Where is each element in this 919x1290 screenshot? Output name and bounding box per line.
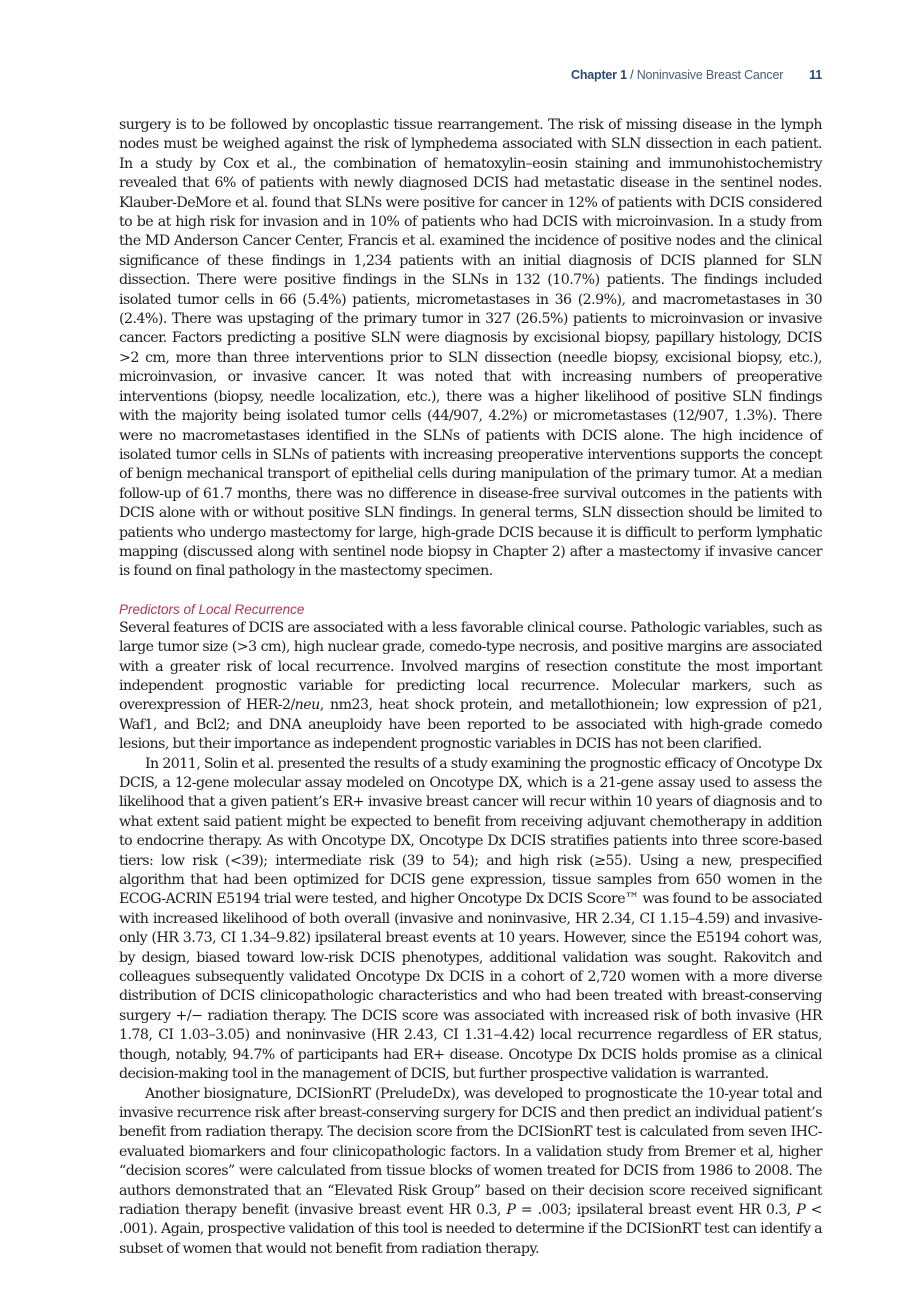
- neu-italic: neu: [294, 697, 320, 714]
- p-value-symbol: P: [506, 1201, 516, 1218]
- p-value-symbol: P: [796, 1201, 806, 1218]
- paragraph-4-text-end: < .001). Again, prospective validation of this tool is needed to determine if the DCISionRT test can identify a subset of women that would not benefit from radiation therapy.: [119, 1201, 823, 1257]
- body-paragraph-4: [119, 1085, 822, 1260]
- paragraph-4-text-start: Another biosignature, DCISionRT (PreludeDx), was developed to prognosticate the 10-year total and invasive recurrence risk after breast-conserving surgery for DCIS and then predict an individual patient’s benefit from radiation therapy. The decision score from the DCISionRT test is calculated from seven IHC-evaluated biomarkers and four clinicopathologic factors. In a validation study from Bremer et al, higher “decision scores” were calculated from tissue blocks of women treated for DCIS from 1986 to 2008. The authors demonstrated that an “Elevated Risk Group” based on their decision score received significant radiation therapy benefit (invasive breast event HR 0.3,: [119, 1085, 822, 1218]
- header-separator: /: [626, 68, 637, 82]
- paragraph-4-text-middle: = .003; ipsilateral breast event HR 0.3,: [515, 1201, 797, 1218]
- running-head: [571, 68, 822, 82]
- body-paragraph-1: surgery is to be followed by oncoplastic tissue rearrangement. The risk of missing disease in the lymph nodes must be weighed against the risk of lymphedema associated with SLN dissection in each patient. In a study by Cox et al., the combination of hematoxylin–eosin staining and immunohistochemistry revealed that 6% of patients with newly diagnosed DCIS had metastatic disease in the sentinel nodes. Klauber-DeMore et al. found that SLNs were positive for cancer in 12% of patients with DCIS considered to be at high risk for invasion and in 10% of patients who had DCIS with microinvasion. In a study from the MD Anderson Cancer Center, Francis et al. examined the incidence of positive nodes and the clinical significance of these findings in 1,234 patients with an initial diagnosis of DCIS planned for SLN dissection. There were positive findings in the SLNs in 132 (10.7%) patients. The findings included isolated tumor cells in 66 (5.4%) patients, micrometastases in 36 (2.9%), and macrometastases in 30 (2.4%). There was upstaging of the primary tumor in 327 (26.5%) patients to microinvasion or invasive cancer. Factors predicting a positive SLN were diagnosis by excisional biopsy, papillary histology, DCIS >2 cm, more than three interventions prior to SLN dissection (needle biopsy, excisional biopsy, etc.), microinvasion, or invasive cancer. It was noted that with increasing numbers of preoperative interventions (biopsy, needle localization, etc.), there was a higher likelihood of positive SLN findings with the majority being isolated tumor cells (44/907, 4.2%) or micrometastases (12/907, 1.3%). There were no macrometastases identified in the SLNs of patients with DCIS alone. The high incidence of isolated tumor cells in SLNs of patients with increasing preoperative interventions supports the concept of benign mechanical transport of epithelial cells during manipulation of the primary tumor. At a median follow-up of 61.7 months, there was no difference in disease-free survival outcomes in the patients with DCIS alone with or without positive SLN findings. In general terms, SLN dissection should be limited to patients who undergo mastectomy for large, high-grade DCIS because it is difficult to perform lymphatic mapping (discussed along with sentinel node biopsy in Chapter 2) after a mastectomy if invasive cancer is found on final pathology in the mastectomy specimen.: [119, 117, 822, 580]
- body-paragraph-2: [119, 619, 822, 755]
- main-content: [119, 116, 822, 1259]
- chapter-label: Chapter 1: [571, 68, 627, 82]
- page-number: 11: [809, 68, 822, 82]
- body-paragraph-3: In 2011, Solin et al. presented the results of a study examining the prognostic efficacy of Oncotype Dx DCIS, a 12-gene molecular assay modeled on Oncotype DX, which is a 21-gene assay used to assess the likelihood that a given patient’s ER+ invasive breast cancer will recur within 10 years of diagnosis and to what extent said patient might be expected to benefit from receiving adjuvant chemotherapy in addition to endocrine therapy. As with Oncotype DX, Oncotype Dx DCIS stratifies patients into three score-based tiers: low risk (<39); intermediate risk (39 to 54); and high risk (≥55). Using a new, prespecified algorithm that had been optimized for DCIS gene expression, tissue samples from 650 women in the ECOG-ACRIN E5194 trial were tested, and higher Oncotype Dx DCIS Score™ was found to be associated with increased likelihood of both overall (invasive and noninvasive, HR 2.34, CI 1.15–4.59) and invasive-only (HR 3.73, CI 1.34–9.82) ipsilateral breast events at 10 years. However, since the E5194 cohort was, by design, biased toward low-risk DCIS phenotypes, additional validation was sought. Rakovitch and colleagues subsequently validated Oncotype Dx DCIS in a cohort of 2,720 women with a more diverse distribution of DCIS clinicopathologic characteristics and who had been treated with breast-conserving surgery +/− radiation therapy. The DCIS score was associated with increased risk of both invasive (HR 1.78, CI 1.03–3.05) and noninvasive (HR 2.43, CI 1.31–4.42) local recurrence regardless of ER status, though, notably, 94.7% of participants had ER+ disease. Oncotype Dx DCIS holds promise as a clinical decision-making tool in the management of DCIS, but further prospective validation is warranted.: [119, 755, 822, 1083]
- paragraph-2-text-start: Several features of DCIS are associated with a less favorable clinical course. Pathologic variables, such as large tumor size (>3 cm), high nuclear grade, comedo-type necrosis, and positive margins are associated with a greater risk of local recurrence. Involved margins of resection constitute the most important independent prognostic variable for predicting local recurrence. Molecular markers, such as overexpression of HER-2/: [119, 619, 822, 714]
- paragraph-2-text-end: , nm23, heat shock protein, and metallothionein; low expression of p21, Waf1, and Bcl2; and DNA aneuploidy have been reported to be associated with high-grade comedo lesions, but their importance as independent prognostic variables in DCIS has not been clarified.: [119, 697, 822, 753]
- section-subheading: Predictors of Local Recurrence: [119, 601, 305, 617]
- section-title: Noninvasive Breast Cancer: [636, 68, 784, 82]
